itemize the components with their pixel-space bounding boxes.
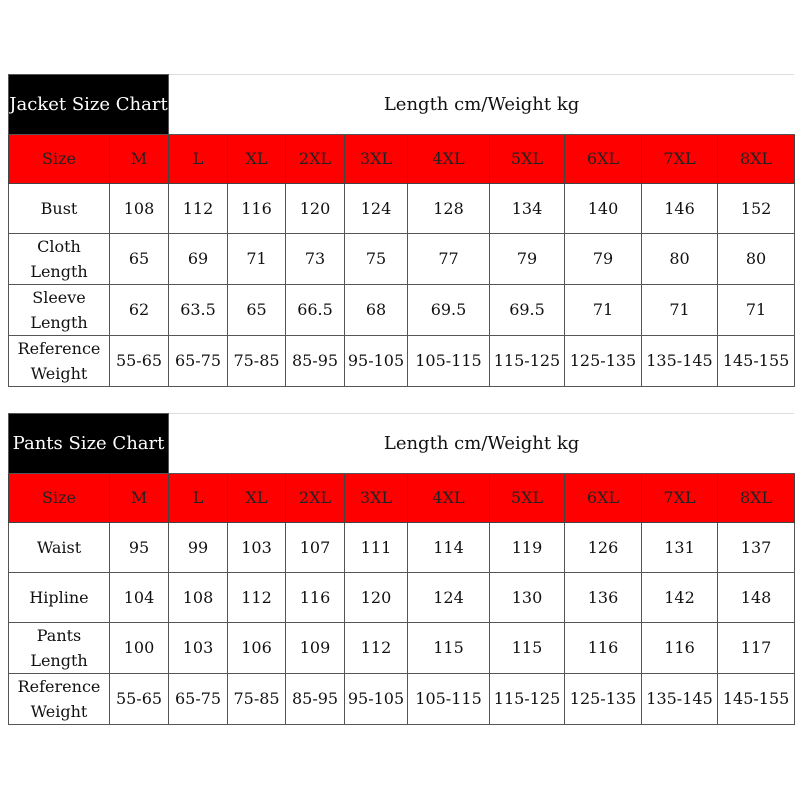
table-cell: 116 <box>228 184 286 234</box>
table-cell: 65 <box>228 285 286 336</box>
table-cell: 100 <box>110 623 169 674</box>
table-cell: 106 <box>228 623 286 674</box>
jacket-chart-title: Jacket Size Chart <box>9 75 169 135</box>
table-cell: 85-95 <box>286 336 345 387</box>
size-7xl: 7XL <box>642 474 718 523</box>
table-cell: 145-155 <box>718 674 795 725</box>
table-cell: 95 <box>110 523 169 573</box>
row-label-cloth-length: Cloth Length <box>9 234 110 285</box>
table-cell: 69.5 <box>490 285 565 336</box>
table-cell: 55-65 <box>110 674 169 725</box>
table-cell: 109 <box>286 623 345 674</box>
size-3xl: 3XL <box>345 474 408 523</box>
table-cell: 136 <box>565 573 642 623</box>
table-cell: 103 <box>169 623 228 674</box>
table-cell: 75-85 <box>228 336 286 387</box>
size-5xl: 5XL <box>490 135 565 184</box>
table-cell: 80 <box>642 234 718 285</box>
size-l: L <box>169 474 228 523</box>
table-cell: 65-75 <box>169 674 228 725</box>
table-cell: 63.5 <box>169 285 228 336</box>
table-cell: 124 <box>408 573 490 623</box>
size-l: L <box>169 135 228 184</box>
table-cell: 112 <box>169 184 228 234</box>
size-8xl: 8XL <box>718 474 795 523</box>
table-cell: 148 <box>718 573 795 623</box>
table-cell: 137 <box>718 523 795 573</box>
table-cell: 75-85 <box>228 674 286 725</box>
row-label-waist: Waist <box>9 523 110 573</box>
table-cell: 105-115 <box>408 674 490 725</box>
table-cell: 116 <box>286 573 345 623</box>
jacket-unit-label: Length cm/Weight kg <box>169 75 795 135</box>
size-5xl: 5XL <box>490 474 565 523</box>
table-cell: 135-145 <box>642 336 718 387</box>
size-2xl: 2XL <box>286 135 345 184</box>
table-cell: 73 <box>286 234 345 285</box>
table-cell: 99 <box>169 523 228 573</box>
size-2xl: 2XL <box>286 474 345 523</box>
table-cell: 69 <box>169 234 228 285</box>
table-cell: 55-65 <box>110 336 169 387</box>
table-cell: 95-105 <box>345 674 408 725</box>
table-cell: 85-95 <box>286 674 345 725</box>
table-cell: 95-105 <box>345 336 408 387</box>
pants-unit-label: Length cm/Weight kg <box>169 414 795 474</box>
table-cell: 80 <box>718 234 795 285</box>
table-cell: 124 <box>345 184 408 234</box>
table-cell: 115 <box>490 623 565 674</box>
pants-chart-title: Pants Size Chart <box>9 414 169 474</box>
table-cell: 71 <box>565 285 642 336</box>
table-cell: 120 <box>286 184 345 234</box>
table-cell: 145-155 <box>718 336 795 387</box>
table-cell: 134 <box>490 184 565 234</box>
size-4xl: 4XL <box>408 135 490 184</box>
table-cell: 115-125 <box>490 336 565 387</box>
size-4xl: 4XL <box>408 474 490 523</box>
row-label-hipline: Hipline <box>9 573 110 623</box>
table-cell: 75 <box>345 234 408 285</box>
size-m: M <box>110 135 169 184</box>
table-cell: 105-115 <box>408 336 490 387</box>
table-row <box>9 234 795 285</box>
table-cell: 108 <box>110 184 169 234</box>
table-cell: 125-135 <box>565 336 642 387</box>
size-header: Size <box>9 474 110 523</box>
table-cell: 120 <box>345 573 408 623</box>
table-row <box>9 623 795 674</box>
table-cell: 69.5 <box>408 285 490 336</box>
table-cell: 111 <box>345 523 408 573</box>
size-header: Size <box>9 135 110 184</box>
row-label-reference-weight: Reference Weight <box>9 674 110 725</box>
table-cell: 116 <box>565 623 642 674</box>
table-cell: 65 <box>110 234 169 285</box>
table-cell: 62 <box>110 285 169 336</box>
row-label-sleeve-length: Sleeve Length <box>9 285 110 336</box>
table-cell: 135-145 <box>642 674 718 725</box>
size-xl: XL <box>228 135 286 184</box>
table-cell: 77 <box>408 234 490 285</box>
table-row <box>9 285 795 336</box>
table-cell: 119 <box>490 523 565 573</box>
table-cell: 116 <box>642 623 718 674</box>
table-cell: 115-125 <box>490 674 565 725</box>
size-3xl: 3XL <box>345 135 408 184</box>
table-cell: 140 <box>565 184 642 234</box>
table-cell: 130 <box>490 573 565 623</box>
size-8xl: 8XL <box>718 135 795 184</box>
size-7xl: 7XL <box>642 135 718 184</box>
table-cell: 107 <box>286 523 345 573</box>
table-cell: 152 <box>718 184 795 234</box>
jacket-size-chart <box>8 74 795 387</box>
table-cell: 112 <box>228 573 286 623</box>
table-cell: 71 <box>228 234 286 285</box>
table-cell: 66.5 <box>286 285 345 336</box>
table-cell: 146 <box>642 184 718 234</box>
size-m: M <box>110 474 169 523</box>
row-label-reference-weight: Reference Weight <box>9 336 110 387</box>
table-cell: 65-75 <box>169 336 228 387</box>
table-cell: 103 <box>228 523 286 573</box>
size-xl: XL <box>228 474 286 523</box>
size-6xl: 6XL <box>565 135 642 184</box>
row-label-pants-length: Pants Length <box>9 623 110 674</box>
table-row <box>9 184 795 234</box>
table-cell: 115 <box>408 623 490 674</box>
table-cell: 79 <box>490 234 565 285</box>
table-row <box>9 573 795 623</box>
table-cell: 71 <box>718 285 795 336</box>
table-row <box>9 674 795 725</box>
table-cell: 71 <box>642 285 718 336</box>
table-cell: 117 <box>718 623 795 674</box>
table-cell: 131 <box>642 523 718 573</box>
table-cell: 142 <box>642 573 718 623</box>
table-cell: 126 <box>565 523 642 573</box>
table-row <box>9 523 795 573</box>
size-6xl: 6XL <box>565 474 642 523</box>
table-cell: 114 <box>408 523 490 573</box>
table-cell: 128 <box>408 184 490 234</box>
row-label-bust: Bust <box>9 184 110 234</box>
table-cell: 104 <box>110 573 169 623</box>
table-cell: 108 <box>169 573 228 623</box>
pants-size-chart <box>8 413 795 725</box>
table-cell: 68 <box>345 285 408 336</box>
table-cell: 112 <box>345 623 408 674</box>
table-cell: 125-135 <box>565 674 642 725</box>
table-row <box>9 336 795 387</box>
table-cell: 79 <box>565 234 642 285</box>
